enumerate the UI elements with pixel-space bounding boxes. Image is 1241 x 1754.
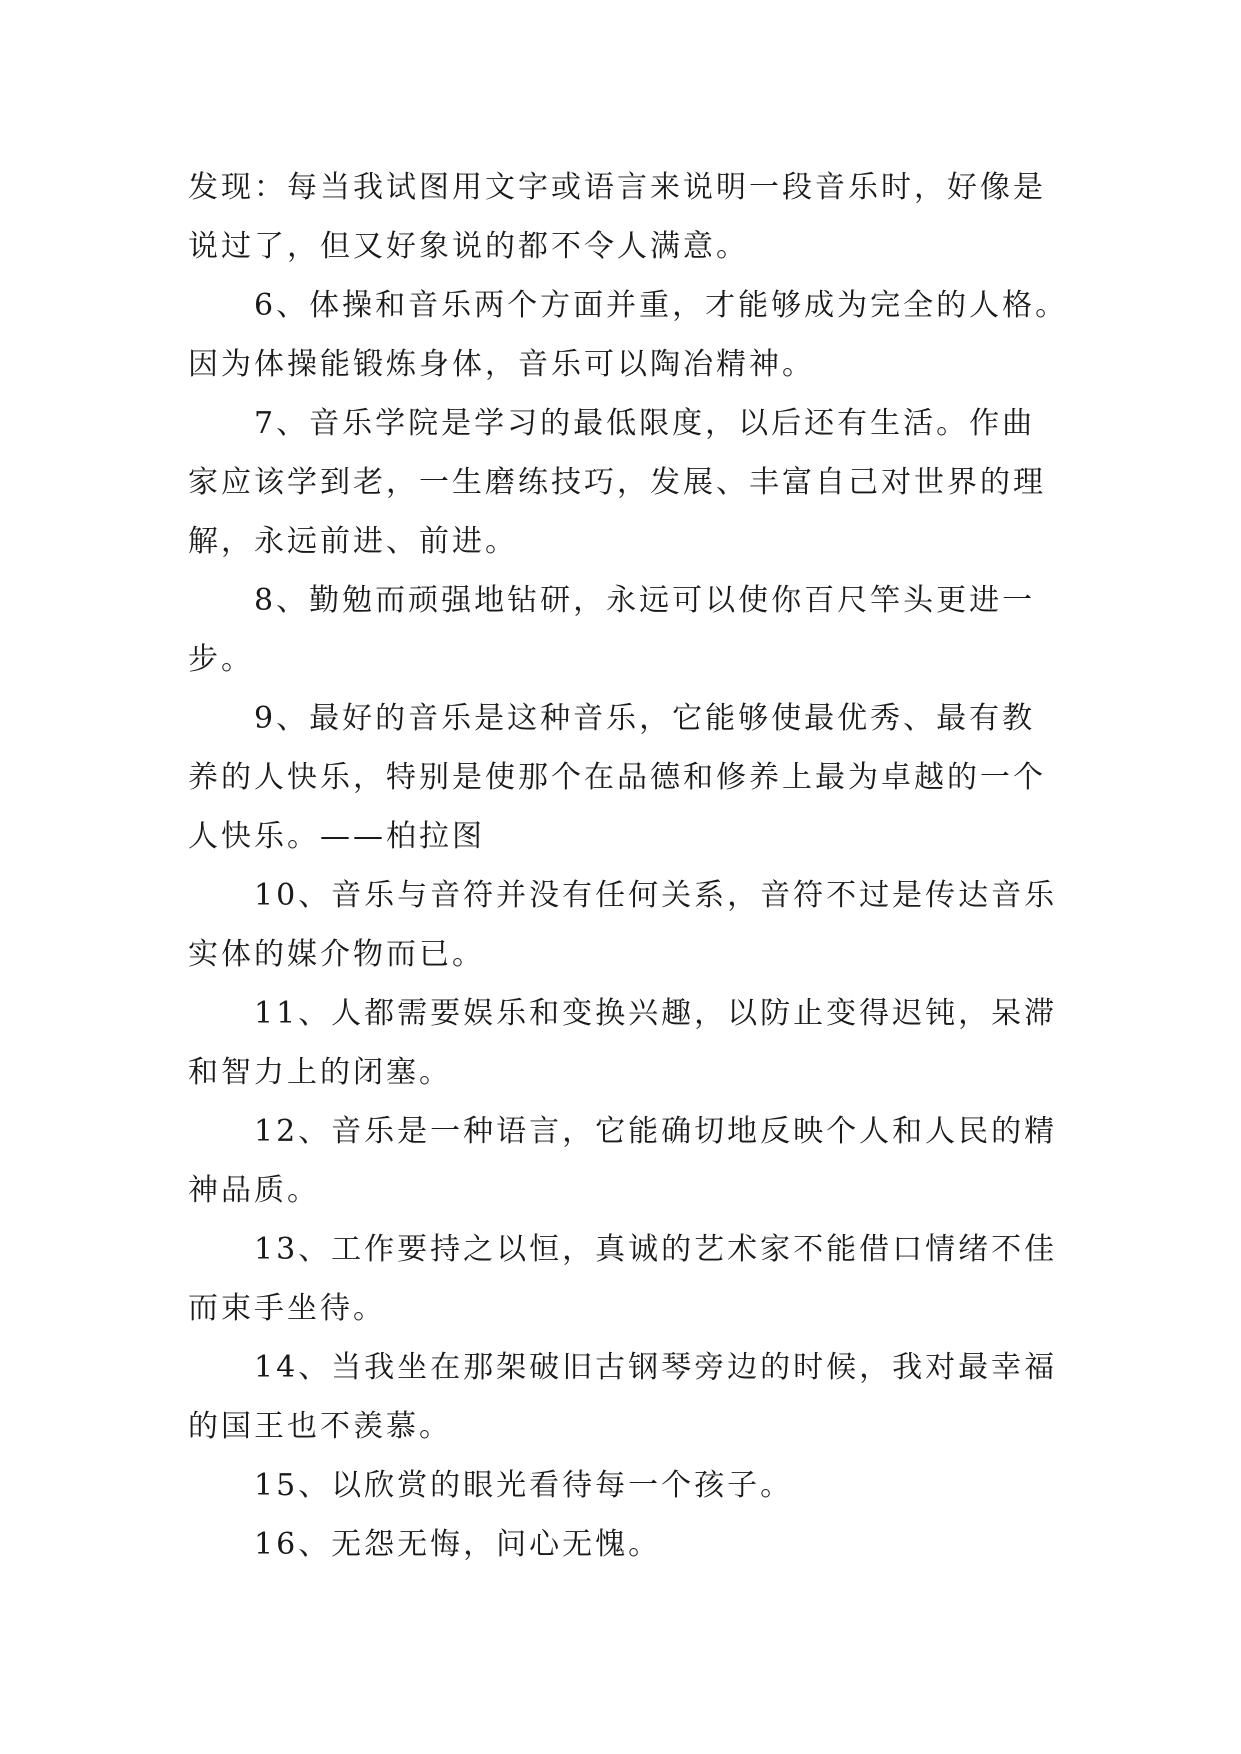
- text-line: 的国王也不羡慕。: [188, 1409, 452, 1444]
- text-line: 8、勤勉而顽强地钻研，永远可以使你百尺竿头更进一: [254, 583, 1036, 618]
- text-line: 16、无怨无悔，问心无愧。: [254, 1527, 662, 1562]
- text-line: 因为体操能锻炼身体，音乐可以陶冶精神。: [188, 347, 815, 382]
- document-body: [188, 158, 1068, 1574]
- text-line: 而束手坐待。: [188, 1291, 386, 1326]
- text-line: 15、以欣赏的眼光看待每一个孩子。: [254, 1468, 794, 1503]
- text-line: 解，永远前进、前进。: [188, 524, 518, 559]
- text-line: 9、最好的音乐是这种音乐，它能够使最优秀、最有教: [254, 701, 1036, 736]
- text-line: 说过了，但又好象说的都不令人满意。: [188, 229, 749, 264]
- text-line: 家应该学到老，一生磨练技巧，发展、丰富自己对世界的理: [188, 465, 1046, 500]
- text-line: 步。: [188, 642, 254, 677]
- text-line: 13、工作要持之以恒，真诚的艺术家不能借口情绪不佳: [254, 1232, 1058, 1267]
- text-line: 14、当我坐在那架破旧古钢琴旁边的时候，我对最幸福: [254, 1350, 1058, 1385]
- text-line: 实体的媒介物而已。: [188, 937, 485, 972]
- text-line: 养的人快乐，特别是使那个在品德和修养上最为卓越的一个: [188, 760, 1046, 795]
- text-line: 神品质。: [188, 1173, 320, 1208]
- text-line: 11、人都需要娱乐和变换兴趣，以防止变得迟钝，呆滞: [254, 996, 1058, 1031]
- text-line: 7、音乐学院是学习的最低限度，以后还有生活。作曲: [254, 406, 1036, 441]
- text-line: 6、体操和音乐两个方面并重，才能够成为完全的人格。: [254, 288, 1069, 323]
- text-line: 人快乐。——柏拉图: [188, 819, 485, 854]
- text-line: 10、音乐与音符并没有任何关系，音符不过是传达音乐: [254, 878, 1058, 913]
- text-line: 发现：每当我试图用文字或语言来说明一段音乐时，好像是: [188, 170, 1046, 205]
- text-line: 和智力上的闭塞。: [188, 1055, 452, 1090]
- text-line: 12、音乐是一种语言，它能确切地反映个人和人民的精: [254, 1114, 1058, 1149]
